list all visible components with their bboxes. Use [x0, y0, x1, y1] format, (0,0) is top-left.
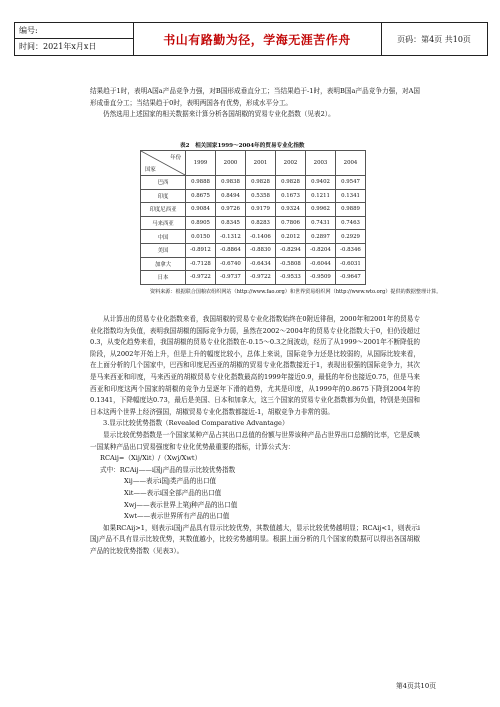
country-cell: 日本: [141, 271, 186, 285]
value-cell: 0.9547: [336, 176, 366, 190]
year-header: 2003: [306, 151, 336, 176]
value-cell: 0.9084: [186, 203, 216, 217]
table-row: [141, 189, 366, 203]
value-cell: -0.5808: [276, 257, 306, 271]
paragraph: 从计算出的贸易专业化指数来看，我国胡椒的贸易专业化指数始终在0附近徘徊，2000年和2001年的贸易专业化指数均为负值，表明我国胡椒的国际竞争力弱，虽然在2002～2004年的贸易专业化指数大于0，但仍没超过0.3，从变化趋势来看，我国胡椒的贸易专业化指数在-0.15～0.3之间波动，经历了从1999～2001年不断降低的阶段，从2002年开始上升，但是上升的幅度比较小，总体上来说，国际竞争力还是比较弱的，从国际比较来看，在上面分析的几个国家中，巴西和印度尼西亚的胡椒的贸易专业化指数接近于1，表现出很强的国际竞争力，其次是马来西亚和印度，马来西亚的胡椒贸易专业化指数最高的1999年接近0.9，最低的年份也接近0.75，但是马来西亚和印度这两个国家的胡椒的竞争力呈逐年下滑的趋势，尤其是印度，从1999年的0.8675下降到2004年的0.1341，下降幅度达0.73，最后是美国、日本和加拿大，这三个国家的贸易专业化指数都为负值，特别是美国和日本这两个世界上经济强国，胡椒贸易专业化指数都接近-1，胡椒竞争力非常的弱。: [90, 315, 420, 416]
header-meta-cell: [15, 23, 134, 55]
country-cell: 加拿大: [141, 257, 186, 271]
value-cell: 0.0150: [186, 230, 216, 244]
value-cell: 0.9962: [306, 203, 336, 217]
formula-legend: Xwj——表示世界上第j种产品的出口值: [124, 500, 238, 509]
header-divider: [15, 38, 133, 39]
value-cell: -0.6044: [306, 257, 336, 271]
value-cell: -0.9722: [186, 271, 216, 285]
body-bottom: [90, 314, 420, 557]
value-cell: 0.9828: [276, 176, 306, 190]
page-header: [14, 22, 488, 56]
value-cell: 0.7431: [306, 216, 336, 230]
value-cell: -0.9722: [246, 271, 276, 285]
value-cell: 0.2012: [276, 230, 306, 244]
value-cell: 0.9888: [186, 176, 216, 190]
table-row: [141, 257, 366, 271]
table-row: [141, 243, 366, 257]
section-heading: 3.显示比较优势指数（Revealed Comparative Advantage）: [103, 419, 289, 428]
year-header: 2002: [276, 151, 306, 176]
value-cell: 0.5358: [246, 189, 276, 203]
corner-country: 国家: [145, 167, 156, 173]
formula-legend: 式中：RCAij——i国j产品的显示比较优势指数: [100, 465, 236, 474]
page-footer: 第4页共10页: [395, 682, 436, 690]
value-cell: -0.1312: [216, 230, 246, 244]
value-cell: 0.9179: [246, 203, 276, 217]
source-note: 资料来源：根据联合国粮农组织网站（http://www.fao.org）和世界贸易组织网（http://www.wto.org）提供的数据整理计算。: [150, 289, 442, 295]
country-cell: 中国: [141, 230, 186, 244]
value-cell: 0.2929: [336, 230, 366, 244]
table-header-row: [141, 151, 366, 176]
table-row: [141, 176, 366, 190]
value-cell: 0.1673: [276, 189, 306, 203]
value-cell: -0.9533: [276, 271, 306, 285]
page-info: 页码：第4页 共10页: [397, 34, 471, 44]
value-cell: -0.7128: [186, 257, 216, 271]
value-cell: 0.7463: [336, 216, 366, 230]
value-cell: 0.9889: [336, 203, 366, 217]
value-cell: 0.8675: [186, 189, 216, 203]
value-cell: -0.8830: [246, 243, 276, 257]
value-cell: -0.8204: [306, 243, 336, 257]
body-top: [90, 86, 420, 121]
header-page-cell: [381, 23, 487, 55]
header-motto-cell: [133, 23, 382, 55]
value-cell: -0.6031: [336, 257, 366, 271]
value-cell: -0.8346: [336, 243, 366, 257]
value-cell: 0.2897: [306, 230, 336, 244]
value-cell: 0.9828: [246, 176, 276, 190]
value-cell: -0.6740: [216, 257, 246, 271]
value-cell: -0.1406: [246, 230, 276, 244]
value-cell: 0.9838: [216, 176, 246, 190]
year-header: 1999: [186, 151, 216, 176]
value-cell: 0.9324: [276, 203, 306, 217]
country-cell: 印度: [141, 189, 186, 203]
value-cell: -0.9647: [336, 271, 366, 285]
value-cell: -0.8864: [216, 243, 246, 257]
paragraph: 如果RCAij>1，则表示i国j产品具有显示比较优势，其数值越大，显示比较优势越明显；RCAij<1，则表示i国j产品不具有显示比较优势，其数值越小，比较劣势越明显。根据上面分析的几个国家的数据可以得出各国胡椒产品的比较优势指数（见表3）。: [90, 523, 420, 555]
value-cell: 0.9726: [216, 203, 246, 217]
number-label: 编号:: [19, 26, 38, 35]
paragraph: 显示比较优势指数是一个国家某种产品占其出口总值的份额与世界该种产品占世界出口总额的比率，它是反映一国某种产品出口贸易强度和专业化优势最重要的指标，计算公式为：: [90, 430, 420, 451]
value-cell: 0.8905: [186, 216, 216, 230]
paragraph: 仍然选用上述国家的相关数据来计算分析各国胡椒的贸易专业化指数（见表2）。: [103, 110, 335, 119]
formula-legend: Xwt——表示世界所有产品的出口值: [124, 512, 230, 521]
year-header: 2004: [336, 151, 366, 176]
time-label: 时间：2021年x月x日: [19, 42, 97, 51]
year-header: 2001: [246, 151, 276, 176]
table-row: [141, 271, 366, 285]
country-cell: 美国: [141, 243, 186, 257]
value-cell: 0.8345: [216, 216, 246, 230]
value-cell: -0.6434: [246, 257, 276, 271]
formula-legend: Xit——表示i国全部产品的出口值: [124, 488, 222, 497]
value-cell: 0.7806: [276, 216, 306, 230]
value-cell: 0.1341: [336, 189, 366, 203]
value-cell: 0.8283: [246, 216, 276, 230]
table-caption: 表2 相关国家1999～2004年的贸易专业化指数: [180, 143, 305, 149]
motto-text: 书山有路勤为径，学海无涯苦作舟: [163, 32, 351, 47]
value-cell: -0.9737: [216, 271, 246, 285]
formula: RCAij=（Xij/Xit）/（Xwj/Xwt）: [100, 454, 202, 463]
data-table: [140, 150, 366, 285]
value-cell: 0.1211: [306, 189, 336, 203]
table-corner-cell: [141, 151, 186, 176]
value-cell: -0.9509: [306, 271, 336, 285]
value-cell: 0.8494: [216, 189, 246, 203]
table-row: [141, 203, 366, 217]
year-header: 2000: [216, 151, 246, 176]
value-cell: 0.9402: [306, 176, 336, 190]
value-cell: -0.8294: [276, 243, 306, 257]
table-row: [141, 216, 366, 230]
country-cell: 印度尼西亚: [141, 203, 186, 217]
table-row: [141, 230, 366, 244]
formula-legend: Xij——表示i国j类产品的出口值: [124, 477, 217, 486]
country-cell: 马来西亚: [141, 216, 186, 230]
country-cell: 巴西: [141, 176, 186, 190]
value-cell: -0.8912: [186, 243, 216, 257]
paragraph: 结果趋于1时，表明A国a产品竞争力强，对B国形成垂直分工；当结果趋于-1时，表明B国a产品竞争力强，对A国形成垂直分工；当结果趋于0时，表明两国各有优势，形成水平分工。: [90, 87, 420, 107]
corner-year: 年份: [170, 155, 181, 161]
